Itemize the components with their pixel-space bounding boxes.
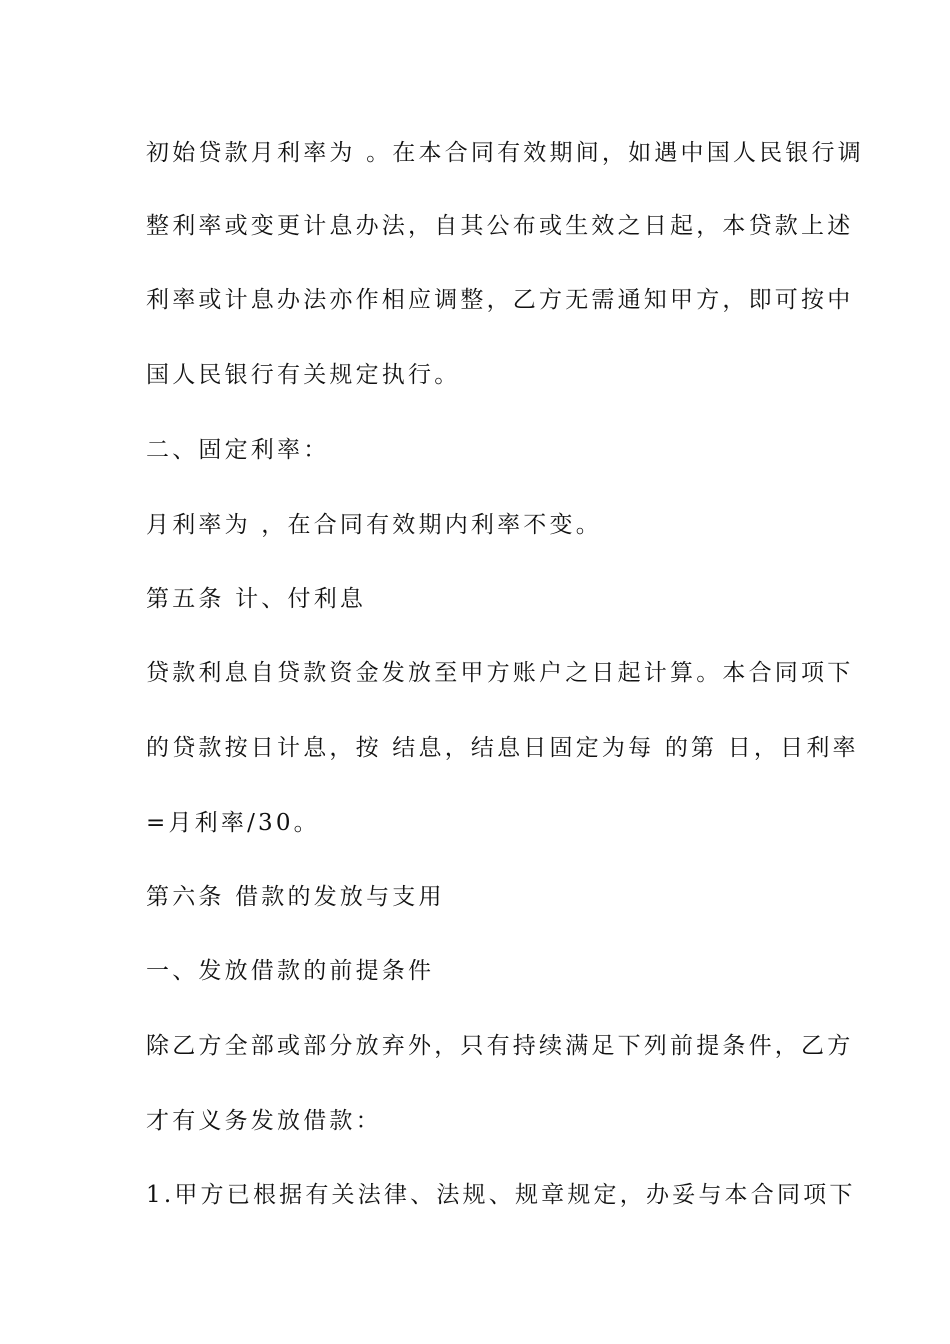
paragraph-line: 月利率为 ，在合同有效期内利率不变。 — [146, 512, 602, 538]
section-heading: 二、固定利率： — [146, 437, 330, 463]
paragraph-line: 的贷款按日计息，按 结息，结息日固定为每 的第 日，日利率 — [146, 735, 859, 761]
paragraph-line: 才有义务发放借款： — [146, 1108, 382, 1134]
article-heading: 第六条 借款的发放与支用 — [146, 884, 445, 910]
paragraph-line: 国人民银行有关规定执行。 — [146, 362, 461, 388]
paragraph-line: 初始贷款月利率为 。在本合同有效期间，如遇中国人民银行调 — [146, 140, 864, 166]
paragraph-line: 利率或计息办法亦作相应调整，乙方无需通知甲方，即可按中 — [146, 287, 854, 313]
paragraph-line: 除乙方全部或部分放弃外，只有持续满足下列前提条件，乙方 — [146, 1033, 854, 1059]
paragraph-line: 整利率或变更计息办法，自其公布或生效之日起，本贷款上述 — [146, 213, 854, 239]
article-heading: 第五条 计、付利息 — [146, 586, 367, 612]
paragraph-line: =月利率/30。 — [146, 810, 320, 836]
list-item: 1.甲方已根据有关法律、法规、规章规定，办妥与本合同项下 — [146, 1182, 856, 1208]
paragraph-line: 贷款利息自贷款资金发放至甲方账户之日起计算。本合同项下 — [146, 660, 854, 686]
section-heading: 一、发放借款的前提条件 — [146, 958, 435, 984]
